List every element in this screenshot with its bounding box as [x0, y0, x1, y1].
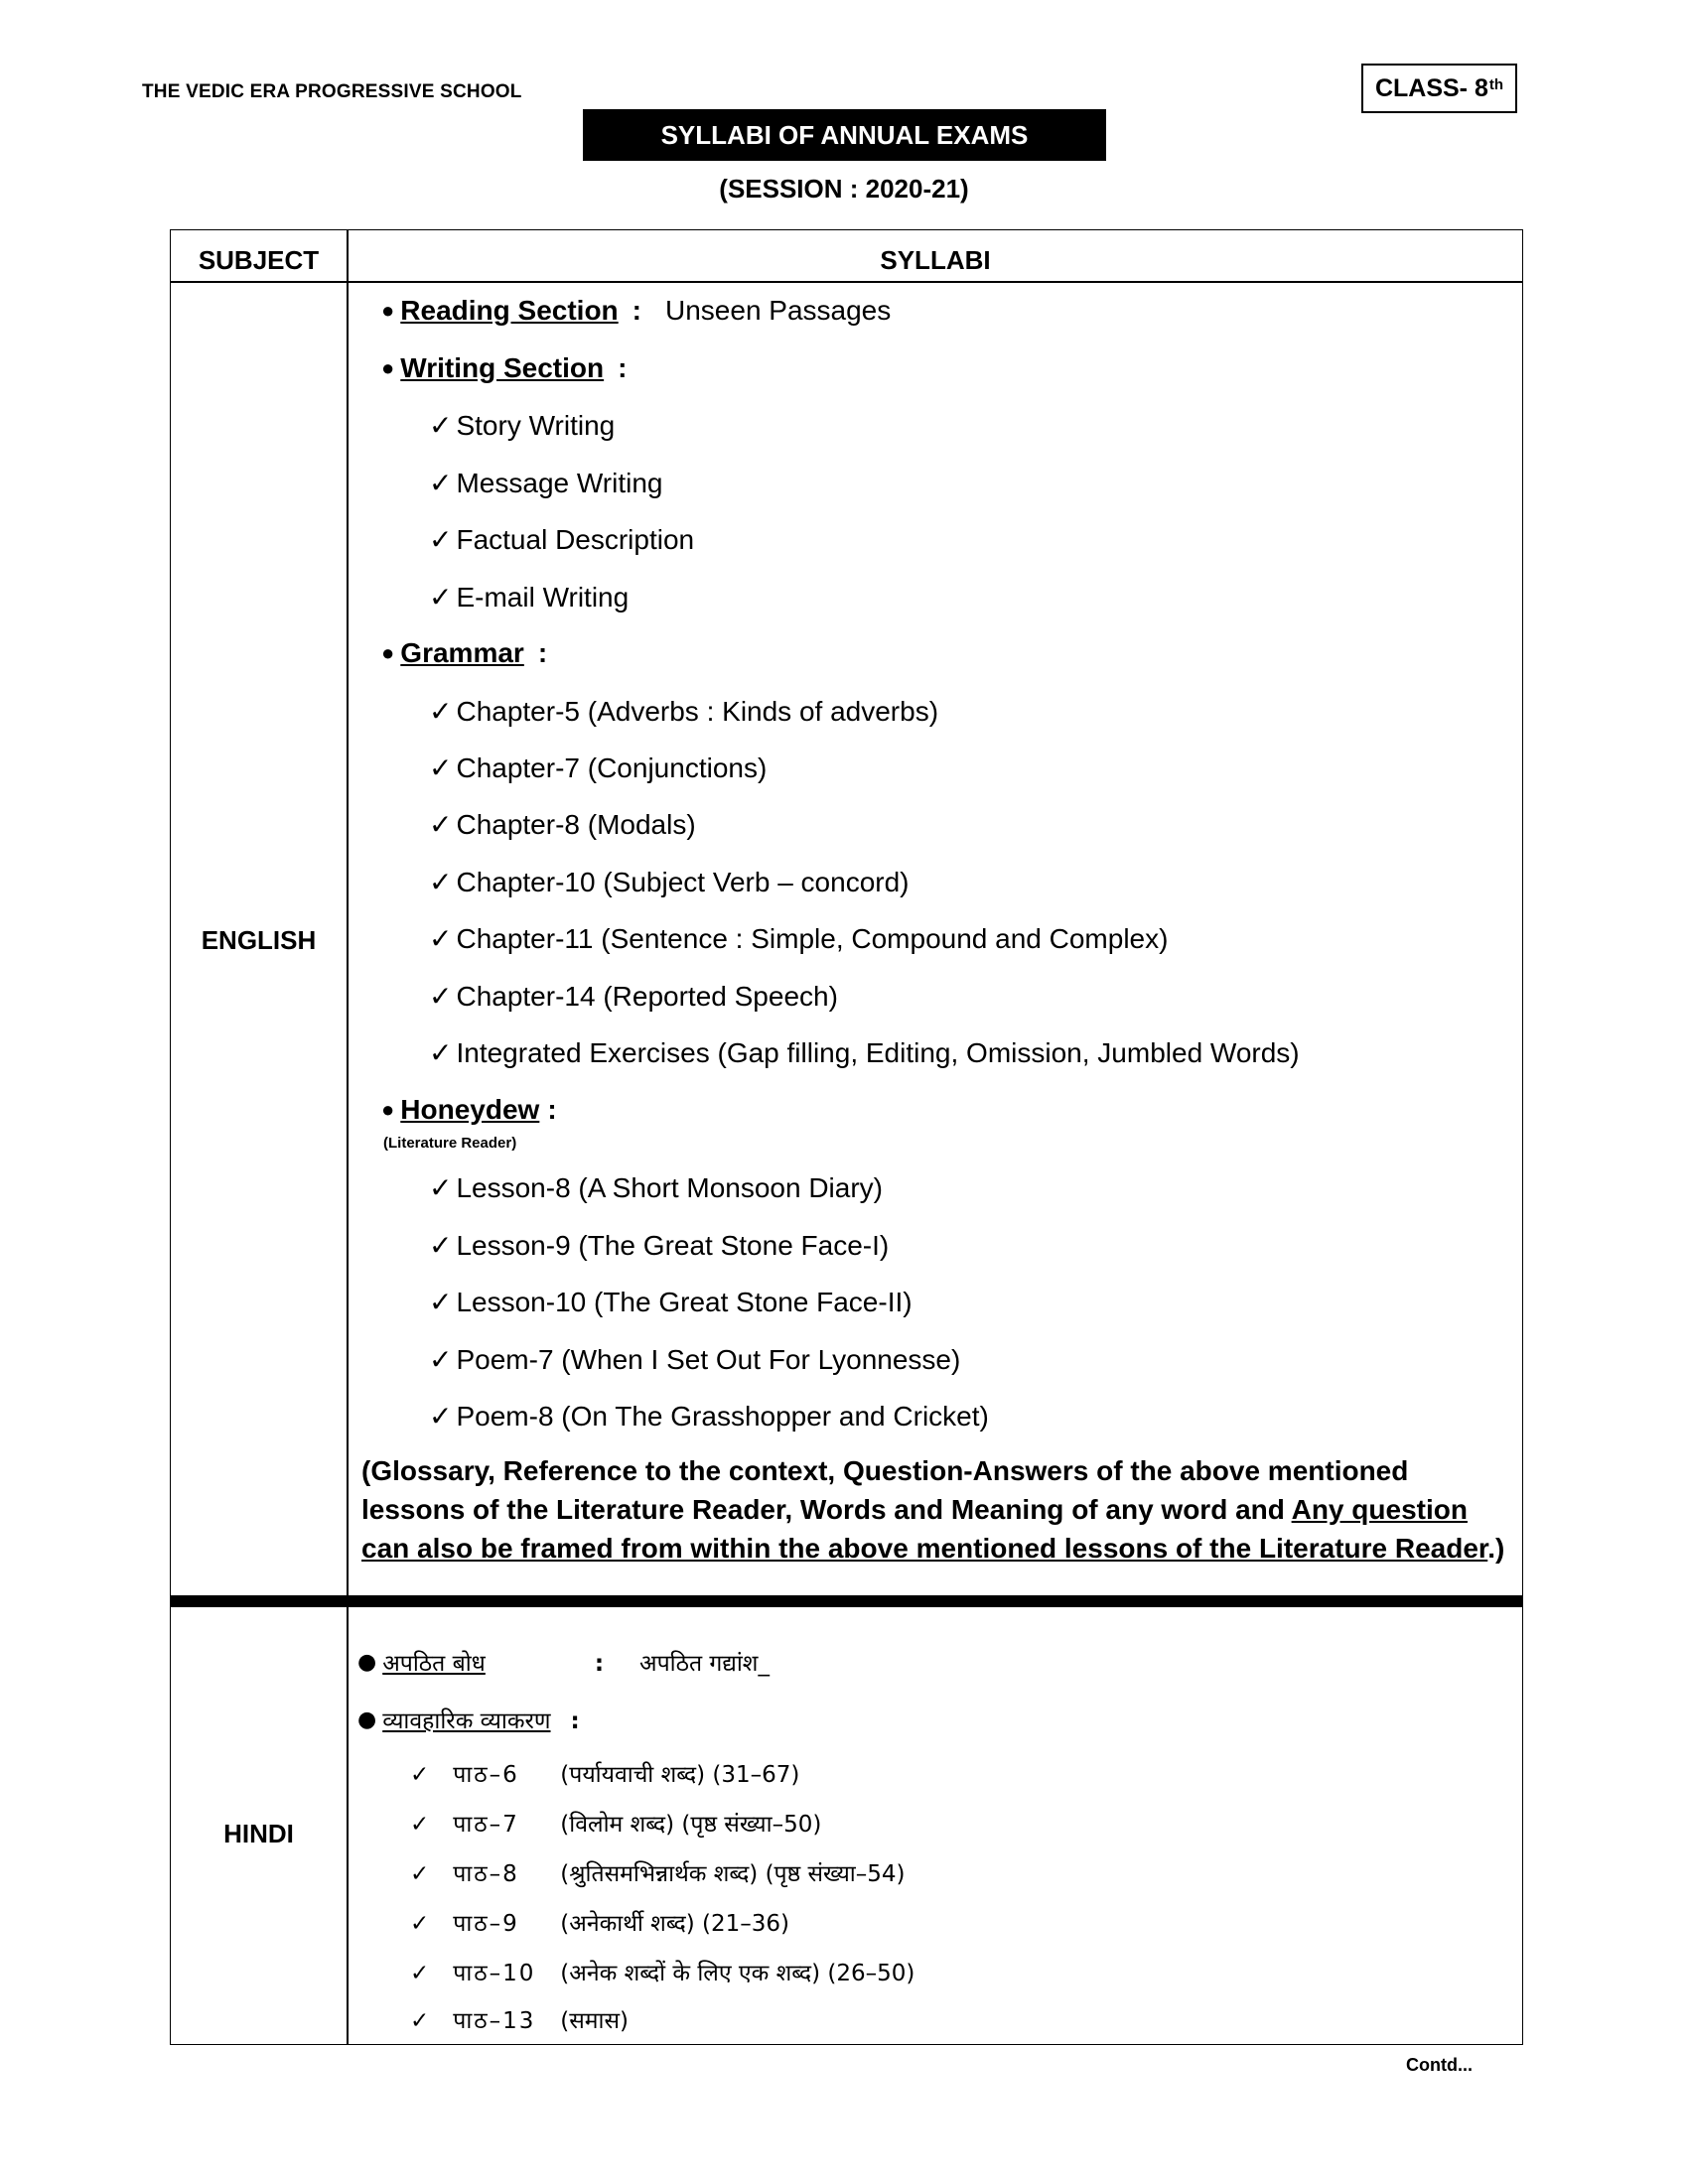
check-icon: ✓ — [429, 867, 453, 897]
check-icon: ✓ — [410, 1861, 430, 1887]
subject-english: ENGLISH — [201, 925, 317, 955]
honeydew-subtitle: (Literature Reader) — [383, 1135, 517, 1152]
class-superscript: th — [1488, 75, 1504, 93]
check-icon: ✓ — [429, 410, 453, 441]
reading-section-row: ● Reading Section : Unseen Passages — [381, 295, 892, 326]
list-item: ✓ पाठ–13 (समास) — [410, 2008, 630, 2034]
list-item: ✓ Chapter-14 (Reported Speech) — [429, 981, 838, 1012]
document-title: SYLLABI OF ANNUAL EXAMS — [583, 109, 1106, 161]
apathit-row: ● अपठित बोध : अपठित गद्यांश_ — [357, 1650, 770, 1677]
check-icon: ✓ — [429, 468, 453, 498]
section-divider — [170, 1595, 1523, 1607]
list-item: ✓ पाठ–7 (विलोम शब्द) (पृष्ठ संख्या–50) — [410, 1812, 822, 1838]
check-icon: ✓ — [410, 2008, 430, 2034]
check-icon: ✓ — [429, 981, 453, 1012]
list-item: ✓ Factual Description — [429, 524, 695, 555]
list-item: ✓ Lesson-10 (The Great Stone Face-II) — [429, 1287, 913, 1317]
check-icon: ✓ — [410, 1911, 430, 1937]
vyakaran-row: ● व्यावहारिक व्याकरण : — [357, 1707, 580, 1734]
school-name: THE VEDIC ERA PROGRESSIVE SCHOOL — [142, 81, 522, 102]
list-item: ✓ पाठ–9 (अनेकार्थी शब्द) (21–36) — [410, 1911, 789, 1937]
check-icon: ✓ — [429, 809, 453, 840]
apathit-heading: अपठित बोध — [382, 1651, 486, 1677]
check-icon: ✓ — [429, 1172, 453, 1203]
bullet-icon: ● — [357, 1707, 377, 1732]
column-header-syllabi: SYLLABI — [880, 245, 991, 275]
list-item: ✓ Chapter-8 (Modals) — [429, 809, 696, 840]
header-divider — [170, 281, 1523, 283]
list-item: ✓ Poem-8 (On The Grasshopper and Cricket) — [429, 1401, 989, 1432]
session-label: (SESSION : 2020-21) — [719, 174, 969, 204]
list-item: ✓ पाठ–10 (अनेक शब्दों के लिए एक शब्द) (26–50) — [410, 1961, 915, 1986]
list-item: ✓ Integrated Exercises (Gap filling, Editing, Omission, Jumbled Words) — [429, 1037, 1300, 1068]
check-icon: ✓ — [410, 1812, 430, 1838]
list-item: ✓ Message Writing — [429, 468, 663, 498]
list-item: ✓ Lesson-8 (A Short Monsoon Diary) — [429, 1172, 883, 1203]
grammar-row: ● Grammar : — [381, 637, 548, 668]
vyakaran-heading: व्यावहारिक व्याकरण — [382, 1708, 551, 1734]
check-icon: ✓ — [410, 1762, 430, 1788]
grammar-heading: Grammar — [400, 637, 524, 668]
syllabus-table — [170, 229, 1523, 2045]
honeydew-heading: Honeydew — [400, 1094, 540, 1125]
class-box — [1361, 64, 1517, 113]
bullet-icon: ● — [357, 1650, 377, 1675]
check-icon: ✓ — [429, 752, 453, 783]
list-item: ✓ Chapter-11 (Sentence : Simple, Compound and Complex) — [429, 923, 1169, 954]
bullet-icon: ● — [381, 640, 395, 665]
check-icon: ✓ — [429, 1344, 453, 1375]
honeydew-row: ● Honeydew : — [381, 1094, 557, 1125]
column-header-subject: SUBJECT — [198, 245, 320, 275]
list-item: ✓ Story Writing — [429, 410, 616, 441]
list-item: ✓ Chapter-5 (Adverbs : Kinds of adverbs) — [429, 696, 939, 727]
bullet-icon: ● — [381, 355, 395, 380]
bullet-icon: ● — [381, 1097, 395, 1122]
check-icon: ✓ — [429, 582, 453, 613]
class-label: CLASS- 8 — [1374, 73, 1488, 102]
list-item: ✓ Chapter-7 (Conjunctions) — [429, 752, 768, 783]
bullet-icon: ● — [381, 298, 395, 323]
check-icon: ✓ — [429, 696, 453, 727]
subject-hindi: HINDI — [223, 1819, 294, 1848]
list-item: ✓ E-mail Writing — [429, 582, 630, 613]
check-icon: ✓ — [429, 1401, 453, 1432]
reading-section-value: Unseen Passages — [665, 295, 892, 326]
writing-section-row: ● Writing Section : — [381, 352, 628, 383]
literature-note: (Glossary, Reference to the context, Question-Answers of the above mentioned lessons of the Literature Reader, Words and Meaning of any word and Any question can also be framed from within the above mentioned lessons of the Literature Reader.) — [361, 1455, 1505, 1564]
list-item: ✓ पाठ–8 (श्रुतिसमभिन्नार्थक शब्द) (पृष्ठ संख्या–54) — [410, 1861, 906, 1887]
check-icon: ✓ — [429, 923, 453, 954]
check-icon: ✓ — [429, 1287, 453, 1317]
list-item: ✓ Lesson-9 (The Great Stone Face-I) — [429, 1230, 890, 1261]
list-item: ✓ Chapter-10 (Subject Verb – concord) — [429, 867, 910, 897]
check-icon: ✓ — [429, 1230, 453, 1261]
apathit-value: अपठित गद्यांश_ — [639, 1651, 770, 1677]
writing-section-heading: Writing Section — [400, 352, 605, 383]
list-item: ✓ Poem-7 (When I Set Out For Lyonnesse) — [429, 1344, 961, 1375]
check-icon: ✓ — [429, 1037, 453, 1068]
check-icon: ✓ — [410, 1961, 430, 1986]
reading-section-heading: Reading Section — [400, 295, 619, 326]
column-divider — [347, 229, 349, 2045]
check-icon: ✓ — [429, 524, 453, 555]
list-item: ✓ पाठ–6 (पर्यायवाची शब्द) (31–67) — [410, 1762, 800, 1788]
continued-label: Contd... — [1406, 2055, 1473, 2075]
